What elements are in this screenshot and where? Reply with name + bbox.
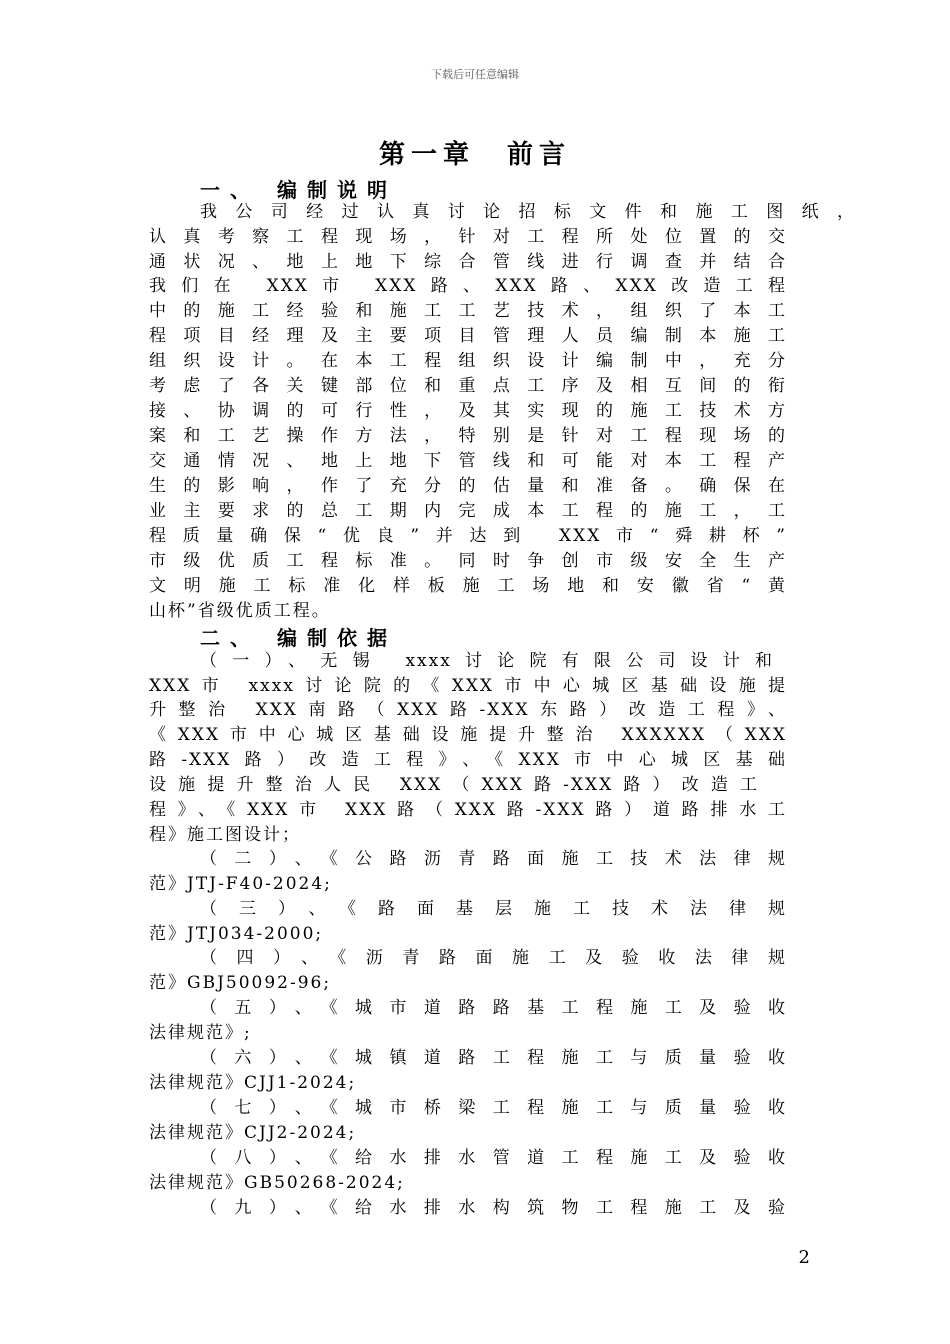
body-line: 市级优质工程标准。同时争创市级安全生产 — [149, 551, 787, 571]
body-line: 通状况、地上地下综合管线进行调查并结合 — [149, 252, 787, 272]
body-line: 生的影响，作了充分的估量和准备。确保在 — [149, 476, 787, 496]
body-line: 认真考察工程现场，针对工程所处位置的交 — [149, 227, 787, 247]
body-line: （三）、《路面基层施工技术法律规 — [200, 899, 787, 919]
body-line: 组织设计。在本工程组织设计编制中，充分 — [149, 351, 787, 371]
body-line: 业主要求的总工期内完成本工程的施工，工 — [149, 501, 787, 521]
body-line: 中的施工经验和施工工艺技术，组织了本工 — [149, 301, 787, 321]
body-line: 程》、《XXX市 XXX路（XXX路-XXX路）道路排水工 — [149, 800, 787, 820]
body-line: （六）、《城镇道路工程施工与质量验收 — [200, 1048, 787, 1068]
body-line: （七）、《城市桥梁工程施工与质量验收 — [200, 1098, 787, 1118]
body-line: 设施提升整治人民 XXX（XXX路-XXX路）改造工 — [149, 775, 759, 795]
body-line: （五）、《城市道路路基工程施工及验收 — [200, 998, 787, 1018]
section-heading-1: 一、 编制说明 — [200, 178, 397, 202]
body-line: 程质量确保“优良”并达到 XXX市“舜耕杯” — [149, 526, 787, 546]
body-line: 路-XXX路）改造工程》、《XXX市中心城区基础 — [149, 750, 787, 770]
body-line: 案和工艺操作方法，特别是针对工程现场的 — [149, 426, 787, 446]
body-line: 法律规范》GB50268-2024; — [149, 1173, 405, 1193]
section-heading-2: 二、 编制依据 — [200, 626, 397, 650]
body-line: 接、协调的可行性，及其实现的施工技术方 — [149, 401, 787, 421]
page-number: 2 — [798, 1247, 810, 1268]
body-line: 升整治 XXX南路（XXX路-XXX东路）改造工程》、 — [149, 700, 787, 720]
body-line: 程》施工图设计； — [149, 825, 301, 845]
body-line: （八）、《给水排水管道工程施工及验收 — [200, 1148, 787, 1168]
body-line: （一）、无锡 xxxx讨论院有限公司设计和 — [200, 651, 774, 671]
body-line: 范》JTJ-F40-2024; — [149, 874, 332, 894]
body-line: 我们在 XXX市 XXX路、XXX路、XXX改造工程 — [149, 276, 787, 296]
body-line: 法律规范》; — [149, 1023, 252, 1043]
body-line: （九）、《给水排水构筑物工程施工及验 — [200, 1198, 787, 1218]
body-line: （四）、《沥青路面施工及验收法律规 — [200, 948, 787, 968]
body-line: 《XXX市中心城区基础设施提升整治 XXXXXX（XXX — [149, 725, 787, 745]
body-line: 山杯”省级优质工程。 — [149, 601, 331, 621]
body-line: 我公司经过认真讨论招标文件和施工图纸， — [200, 202, 856, 222]
header-note: 下载后可任意编辑 — [431, 68, 519, 81]
body-line: 交通情况、地上地下管线和可能对本工程产 — [149, 451, 787, 471]
body-line: 考虑了各关键部位和重点工序及相互间的衔 — [149, 376, 787, 396]
body-line: 法律规范》CJJ2-2024; — [149, 1123, 357, 1143]
body-line: 程项目经理及主要项目管理人员编制本施工 — [149, 326, 787, 346]
body-line: 文明施工标准化样板施工场地和安徽省“黄 — [149, 576, 787, 596]
body-line: （二）、《公路沥青路面施工技术法律规 — [200, 849, 787, 869]
body-line: XXX市 xxxx讨论院的《XXX市中心城区基础设施提 — [149, 676, 787, 696]
body-line: 范》JTJ034-2000; — [149, 924, 324, 944]
body-line: 范》GBJ50092-96; — [149, 973, 332, 993]
chapter-title: 第一章 前言 — [378, 140, 571, 170]
body-line: 法律规范》CJJ1-2024; — [149, 1073, 357, 1093]
